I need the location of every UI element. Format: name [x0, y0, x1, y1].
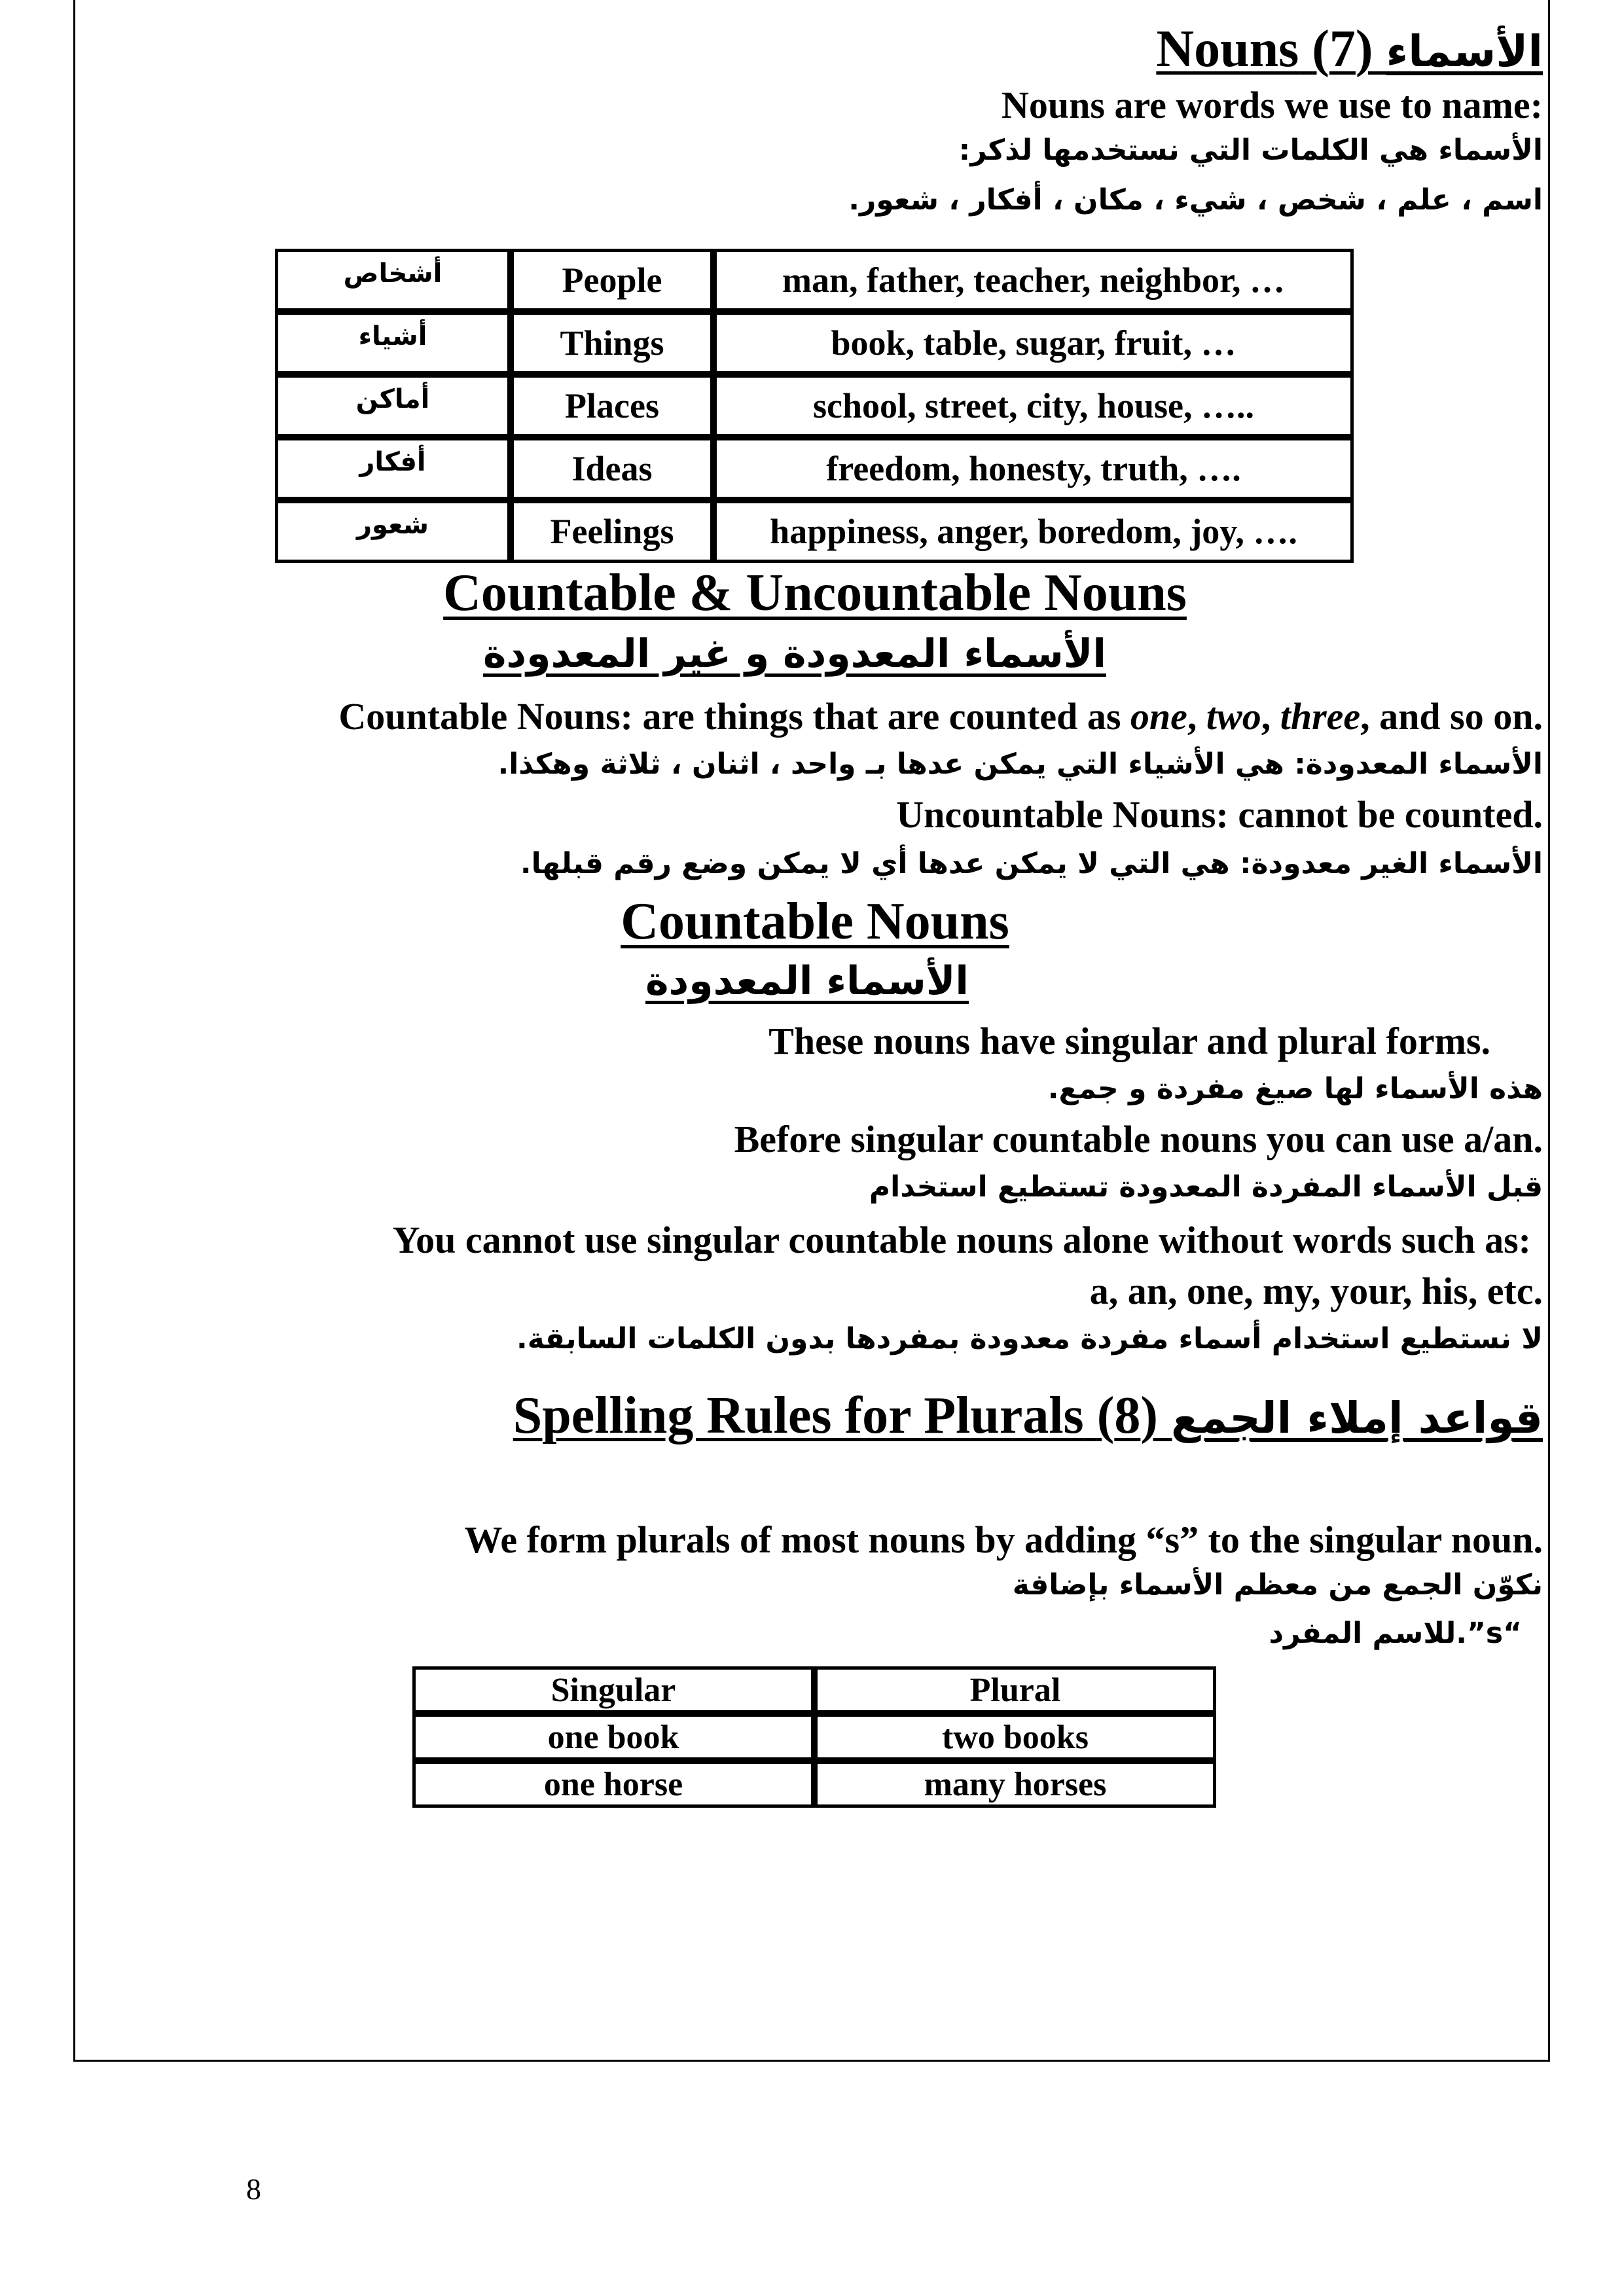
section-8-number: (8)	[1096, 1387, 1158, 1444]
plural-rule: We form plurals of most nouns by adding “s” to the singular noun.	[464, 1518, 1543, 1561]
countable-heading-ar: الأسماء المعدودة	[645, 958, 969, 1004]
category-ar: شعور	[275, 500, 511, 563]
category-ar: أشياء	[275, 312, 511, 374]
uncountable-definition: Uncountable Nouns: cannot be counted.	[896, 793, 1543, 836]
section-8-heading	[513, 1386, 1543, 1448]
plural-cell: many horses	[814, 1761, 1216, 1808]
nouns-intro-en: Nouns are words we use to name:	[1001, 84, 1543, 126]
uncountable-definition-ar: الأسماء الغير معدودة: هي التي لا يمكن عدها أي لا يمكن وضع رقم قبلها.	[520, 847, 1543, 880]
singular-plural-table	[412, 1666, 1216, 1808]
section-8-title-ar: قواعد إملاء الجمع	[1170, 1393, 1543, 1443]
category-en: Feelings	[511, 500, 713, 563]
category-examples: book, table, sugar, fruit, …	[713, 312, 1354, 374]
header-singular: Singular	[412, 1666, 814, 1713]
section-7-number: (7)	[1312, 20, 1373, 78]
plural-rule-ar-1: نكوّن الجمع من معظم الأسماء بإضافة	[1012, 1568, 1543, 1602]
category-ar: أماكن	[275, 374, 511, 437]
category-en: Things	[511, 312, 713, 374]
table-row	[412, 1761, 1216, 1808]
table-row	[412, 1713, 1216, 1761]
category-ar: أشخاص	[275, 249, 511, 312]
table-row	[275, 312, 1354, 374]
section-8-title-en: Spelling Rules for Plurals	[513, 1387, 1084, 1444]
category-en: Places	[511, 374, 713, 437]
singular-cell: one book	[412, 1713, 814, 1761]
category-ar: أفكار	[275, 437, 511, 500]
nouns-intro-ar: الأسماء هي الكلمات التي نستخدمها لذكر:	[958, 134, 1543, 167]
category-examples: freedom, honesty, truth, ….	[713, 437, 1354, 500]
table-header-row	[412, 1666, 1216, 1713]
table-row	[275, 437, 1354, 500]
nouns-list-ar: اسم ، علم ، شخص ، شيء ، مكان ، أفكار ، شعور.	[848, 183, 1543, 217]
countable-line-2: Before singular countable nouns you can use a/an.	[734, 1118, 1543, 1160]
header-plural: Plural	[814, 1666, 1216, 1713]
count-uncount-heading-ar: الأسماء المعدودة و غير المعدودة	[482, 631, 1106, 677]
singular-cell: one horse	[412, 1761, 814, 1808]
category-examples: school, street, city, house, …..	[713, 374, 1354, 437]
table-row	[275, 249, 1354, 312]
plural-cell: two books	[814, 1713, 1216, 1761]
countable-heading-en: Countable Nouns	[621, 893, 1009, 950]
countable-line-1-ar: هذه الأسماء لها صيغ مفردة و جمع.	[1047, 1072, 1543, 1105]
category-en: People	[511, 249, 713, 312]
category-examples: man, father, teacher, neighbor, …	[713, 249, 1354, 312]
countable-definition-ar: الأسماء المعدودة: هي الأشياء التي يمكن عدها بـ واحد ، اثنان ، ثلاثة وهكذا.	[497, 747, 1543, 781]
page-number: 8	[246, 2172, 261, 2206]
section-7-title-ar: الأسماء	[1386, 26, 1543, 77]
countable-line-2-ar: قبل الأسماء المفردة المعدودة تستطيع استخدام	[869, 1170, 1543, 1204]
category-en: Ideas	[511, 437, 713, 500]
countable-line-1: These nouns have singular and plural forms.	[768, 1020, 1490, 1062]
category-examples: happiness, anger, boredom, joy, ….	[713, 500, 1354, 563]
countable-line-4-ar: لا نستطيع استخدام أسماء مفردة معدودة بمفردها بدون الكلمات السابقة.	[516, 1322, 1543, 1355]
count-uncount-heading-en: Countable & Uncountable Nouns	[443, 564, 1187, 622]
noun-category-table	[275, 249, 1354, 563]
countable-definition: Countable Nouns: are things that are counted as one, two, three, and so on.	[338, 695, 1543, 738]
plural-rule-ar-2: “s”.للاسم المفرد	[1269, 1617, 1522, 1650]
countable-line-4: a, an, one, my, your, his, etc.	[1089, 1270, 1543, 1312]
countable-line-3: You cannot use singular countable nouns alone without words such as:	[392, 1219, 1531, 1261]
section-7-title-en: Nouns	[1156, 20, 1299, 78]
section-7-heading	[1156, 20, 1543, 81]
table-row	[275, 500, 1354, 563]
table-row	[275, 374, 1354, 437]
